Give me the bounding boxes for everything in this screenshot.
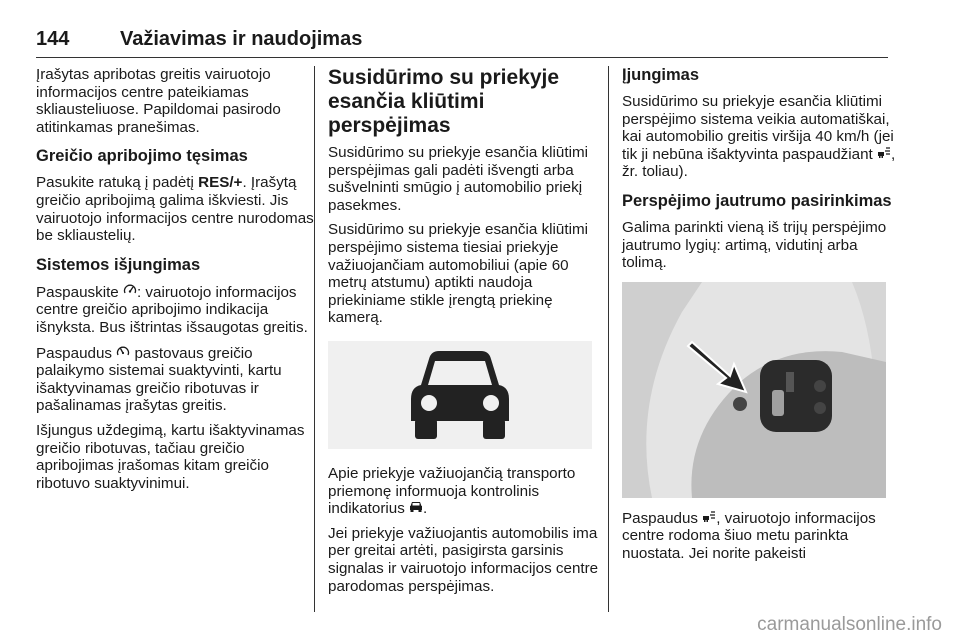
paragraph <box>36 283 316 337</box>
text-run: : vairuotojo informacijos centre greičio apribojimo indikacija išnyksta. Bus ištrintas išsaugotas greitis. <box>36 283 308 336</box>
paragraph <box>328 465 608 518</box>
cruise-control-icon <box>116 344 130 363</box>
chapter-title: Važiavimas ir naudojimas <box>120 28 363 50</box>
column-divider-2 <box>608 66 609 612</box>
text-run: Pasukite ratuką į padėtį <box>36 174 199 192</box>
column-3 <box>622 66 902 570</box>
paragraph <box>622 510 902 563</box>
vehicle-ahead-indicator-figure <box>328 341 592 449</box>
section-heading-sensitivity: Perspėjimo jautrumo pasirinkimas <box>622 191 892 210</box>
text-run: Paspaudus <box>36 344 117 362</box>
watermark-text: carmanualsonline.info <box>757 614 942 635</box>
car-front-icon <box>405 347 515 443</box>
paragraph: Galima parinkti vieną iš trijų perspėjimo jautrumo lygių: artimą, vidutinį arba tolimą. <box>622 218 887 272</box>
paragraph: Susidūrimo su priekyje esančia kliūtimi perspėjimas gali padėti išvengti arba sušvelninti smūgio į automobilio priekį pasekmes. <box>328 144 588 214</box>
text-run: Paspaudus <box>622 509 703 527</box>
text-run: Apie priekyje važiuojančią transporto priemonę informuoja kontrolinis indikatorius <box>328 464 576 518</box>
paragraph: Išjungus uždegimą, kartu išaktyvinamas greičio ribotuvas, tačiau greičio apribojimas įrašomas kitam greičio ribotuvo suaktyvinimui. <box>36 421 305 492</box>
section-heading-activation: Įjungimas <box>622 66 700 84</box>
collision-alert-button-icon <box>877 146 891 164</box>
text-run: . <box>423 500 428 518</box>
page-number: 144 <box>36 28 70 50</box>
text-run: , vairuotojo informacijos centre rodoma šiuo metu parinkta nuostata. Jei norite pakeisti <box>622 509 876 562</box>
steering-wheel-figure <box>622 282 886 498</box>
res-key-label: RES/+ <box>198 174 243 192</box>
paragraph: Įrašytas apribotas greitis vairuotojo informacijos centre pateikiamas skliausteliuose. Papildomai pasirodo atitinkamas pranešimas. <box>36 66 281 136</box>
paragraph: Susidūrimo su priekyje esančia kliūtimi perspėjimo sistema tiesiai priekyje važiuojančiam automobiliui (apie 60 metrų atstumu) aptikti naudoja priekiniame stikle įrengtą priekinę kamerą. <box>328 221 588 327</box>
section-heading-off: Sistemos išjungimas <box>36 255 201 274</box>
speed-limiter-icon <box>123 283 137 302</box>
column-2 <box>328 66 608 602</box>
text-run: pastovaus greičio palaikymo sistemai suaktyvinti, kartu išaktyvinamas greičio ribotuvas ir pašalinamas įrašytas greitis. <box>36 344 282 415</box>
paragraph <box>36 174 316 244</box>
collision-alert-button-icon <box>702 510 716 528</box>
text-run: Susidūrimo su priekyje esančia kliūtimi perspėjimo sistema veikia automatiškai, kai automobilio greitis viršija 40 km/h (jei tik ji nebūna išaktyvinta paspaudžiant <box>622 93 894 163</box>
steering-wheel-illustration <box>622 282 886 498</box>
text-run: . Įrašytą greičio apribojimą galima iškviesti. Jis vairuotojo informacijos centre nurodomas be skliaustelių. <box>36 174 314 245</box>
header-divider <box>36 57 888 58</box>
column-1 <box>36 66 316 499</box>
section-title-collision-alert: Susidūrimo su priekyje esančia kliūtimi perspėjimas <box>328 66 560 137</box>
page-header <box>36 28 888 54</box>
text-run: , žr. toliau). <box>622 145 896 181</box>
paragraph <box>622 93 902 181</box>
vehicle-ahead-icon <box>409 500 423 518</box>
paragraph <box>36 344 316 415</box>
paragraph: Jei priekyje važiuojantis automobilis ima per greitai artėti, pasigirsta garsinis signalas ir vairuotojo informacijos centre parodomas perspėjimas. <box>328 524 599 595</box>
section-heading-resume: Greičio apribojimo tęsimas <box>36 147 248 166</box>
text-run: Paspauskite <box>36 283 123 301</box>
